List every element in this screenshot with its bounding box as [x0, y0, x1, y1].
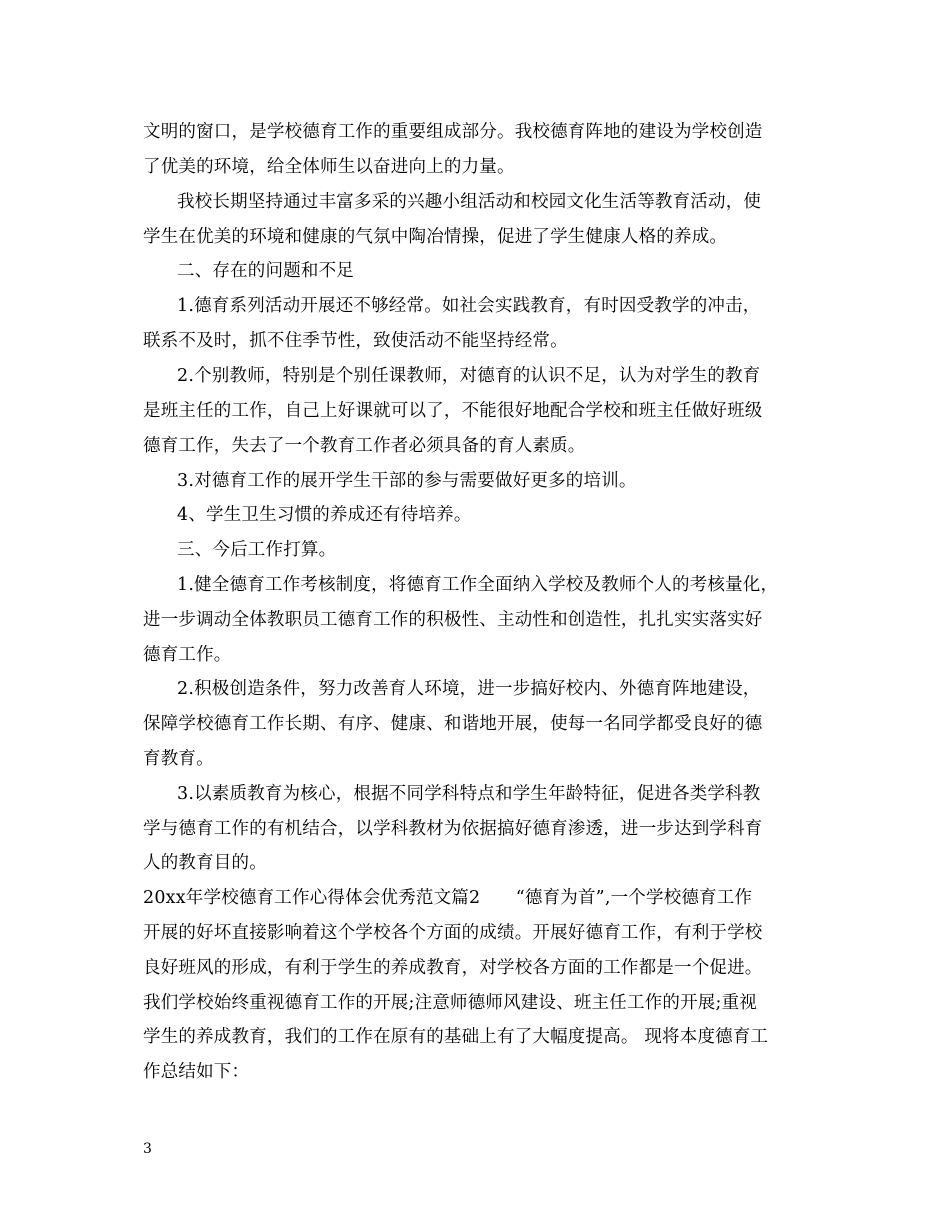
- article-title-line: 20xx年学校德育工作心得体会优秀范文篇2 “德育为首”,一个学校德育工作: [143, 888, 753, 908]
- text-line: 德育工作。: [143, 645, 232, 665]
- text-line: 学与德育工作的有机结合，以学科教材为依据搞好德育渗透，进一步达到学科育: [143, 819, 763, 839]
- text-line: 2.积极创造条件，努力改善育人环境，进一步搞好校内、外德育阵地建设，: [177, 679, 761, 699]
- text-line: 进一步调动全体教职员工德育工作的积极性、主动性和创造性，扎扎实实落实好: [143, 610, 763, 630]
- section-heading: 三、今后工作打算。: [177, 540, 337, 560]
- text-line: 联系不及时，抓不住季节性，致使活动不能坚持经常。: [143, 331, 568, 351]
- text-line: 学生在优美的环境和健康的气氛中陶冶情操，促进了学生健康人格的养成。: [143, 227, 728, 247]
- text-line: 德育工作，失去了一个教育工作者必须具备的育人素质。: [143, 436, 586, 456]
- text-line: 我校长期坚持通过丰富多采的兴趣小组活动和校园文化生活等教育活动，使: [177, 192, 762, 212]
- section-heading: 二、存在的问题和不足: [177, 261, 354, 281]
- text-line: 2.个别教师，特别是个别任课教师，对德育的认识不足，认为对学生的教育: [177, 366, 761, 386]
- text-line: 保障学校德育工作长期、有序、健康、和谐地开展，使每一名同学都受良好的德: [143, 714, 763, 734]
- text-line: 开展的好坏直接影响着这个学校各个方面的成绩。开展好德育工作，有利于学校: [143, 923, 763, 943]
- text-line: 文明的窗口，是学校德育工作的重要组成部分。我校德育阵地的建设为学校创造: [143, 122, 763, 142]
- text-line: 人的教育目的。: [143, 853, 267, 873]
- text-line: 了优美的环境，给全体师生以奋进向上的力量。: [143, 157, 515, 177]
- text-line: 3.以素质教育为核心，根据不同学科特点和学生年龄特征，促进各类学科教: [177, 784, 761, 804]
- text-line: 3.对德育工作的展开学生干部的参与需要做好更多的培训。: [177, 471, 637, 491]
- text-line: 1.健全德育工作考核制度，将德育工作全面纳入学校及教师个人的考核量化，: [177, 575, 779, 595]
- text-line: 育教育。: [143, 749, 214, 769]
- text-line: 作总结如下：: [143, 1062, 250, 1082]
- text-line: 是班主任的工作，自己上好课就可以了，不能很好地配合学校和班主任做好班级: [143, 401, 763, 421]
- text-line: 良好班风的形成，有利于学生的养成教育，对学校各方面的工作都是一个促进。: [143, 958, 763, 978]
- text-line: 我们学校始终重视德育工作的开展;注意师德师风建设、班主任工作的开展;重视: [143, 993, 757, 1013]
- text-line: 学生的养成教育，我们的工作在原有的基础上有了大幅度提高。 现将本度德育工: [143, 1027, 769, 1047]
- text-line: 4、学生卫生习惯的养成还有待培养。: [177, 505, 472, 525]
- page-number: 3: [143, 1141, 152, 1157]
- text-line: 1.德育系列活动开展还不够经常。如社会实践教育，有时因受教学的冲击，: [177, 296, 761, 316]
